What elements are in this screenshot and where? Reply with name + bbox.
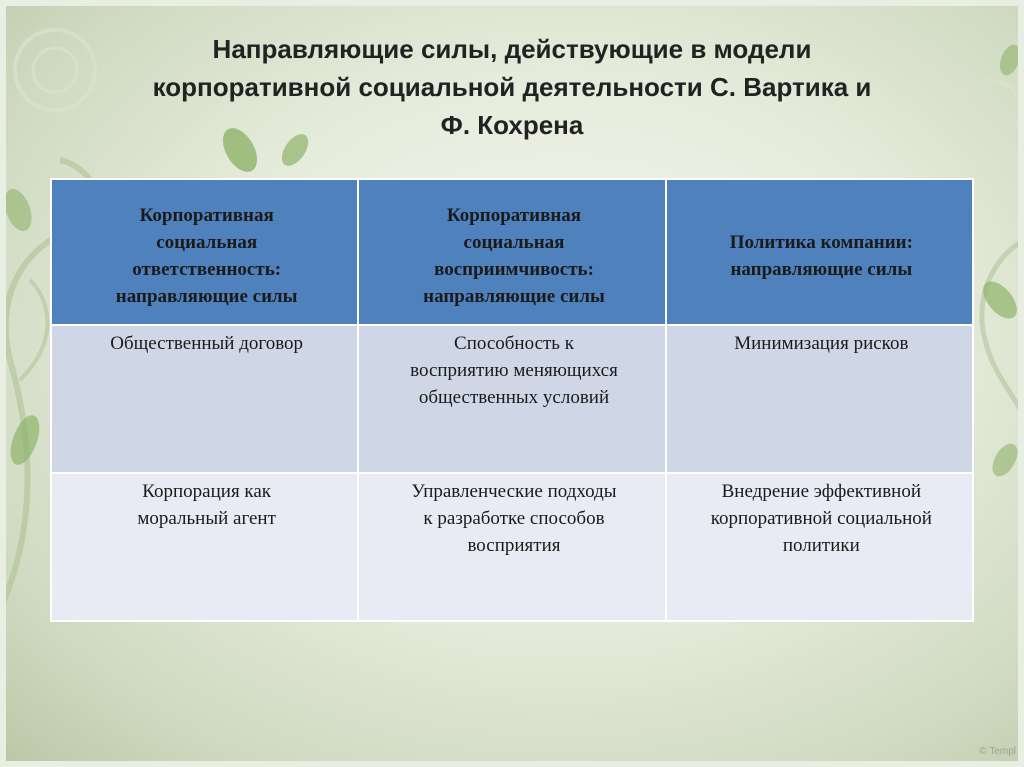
cell-text: политики <box>782 535 860 556</box>
table-row <box>51 325 973 473</box>
leaf-icon <box>987 439 1022 480</box>
title-line: Направляющие силы, действующие в модели <box>212 34 812 64</box>
title-line: корпоративной социальной деятельности С. Вартика и <box>152 72 872 102</box>
leaf-icon <box>5 411 45 468</box>
cell-text: Управленческие подходы <box>411 481 617 502</box>
cell-text: восприятию меняющихся <box>410 360 618 381</box>
cell-text: Минимизация рисков <box>734 333 909 354</box>
cell-text: восприятия <box>467 535 561 556</box>
left-vine-branch <box>20 280 48 380</box>
cell-text: к разработке способов <box>423 508 605 529</box>
header-text: направляющие силы <box>730 259 913 280</box>
header-text: ответственность: <box>132 259 282 280</box>
right-spiral <box>960 80 1020 140</box>
cell-text: Общественный договор <box>110 333 304 354</box>
slide-title <box>70 30 954 144</box>
cell-text: Корпорация как <box>142 481 272 502</box>
table-cell <box>666 473 973 621</box>
header-text: Политика компании: <box>729 232 913 253</box>
header-text: направляющие силы <box>423 286 605 307</box>
leaf-icon <box>996 42 1024 78</box>
header-text: социальная <box>156 232 258 253</box>
cell-text: Способность к <box>454 333 574 354</box>
table-header-row <box>51 179 973 325</box>
header-cell-responsiveness <box>358 179 665 325</box>
table-cell <box>51 473 358 621</box>
table-cell <box>51 325 358 473</box>
cell-text: моральный агент <box>137 508 276 529</box>
driving-forces-table <box>50 178 974 622</box>
header-cell-policy <box>666 179 973 325</box>
header-text: Корпоративная <box>446 205 582 226</box>
header-text: социальная <box>463 232 565 253</box>
cell-text: корпоративной социальной <box>710 508 932 529</box>
table-cell <box>666 325 973 473</box>
header-text: восприимчивость: <box>434 259 594 280</box>
cell-text: общественных условий <box>418 387 610 408</box>
leaf-icon <box>0 185 37 235</box>
table-row <box>51 473 973 621</box>
header-text: направляющие силы <box>115 286 298 307</box>
template-watermark: © Templ <box>979 746 1016 757</box>
table-cell <box>358 325 665 473</box>
cell-text: Внедрение эффективной <box>721 481 922 502</box>
header-text <box>681 202 962 229</box>
header-cell-csr <box>51 179 358 325</box>
header-text: Корпоративная <box>139 205 274 226</box>
title-line: Ф. Кохрена <box>440 110 584 140</box>
right-vine <box>982 240 1024 420</box>
table-cell <box>358 473 665 621</box>
